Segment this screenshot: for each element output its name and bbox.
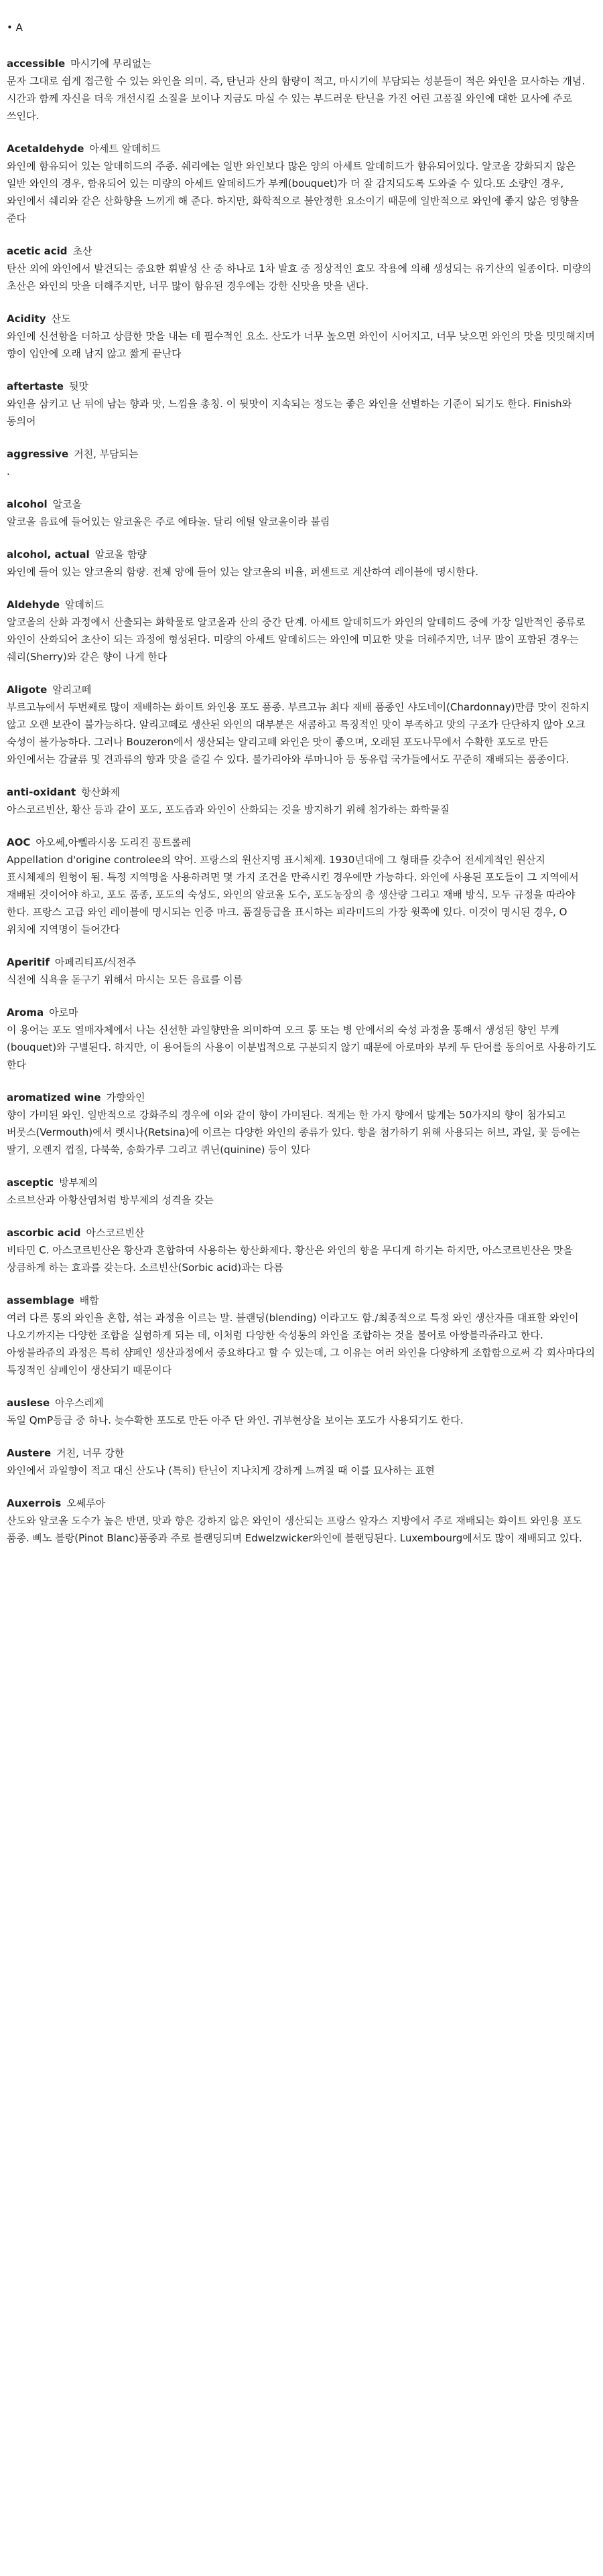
entry-heading [7, 1089, 596, 1106]
entry-term: Aperitif [7, 956, 50, 968]
entry-korean-term: 방부제의 [59, 1177, 98, 1189]
entry-description: . [7, 465, 10, 477]
section-header: • A [7, 21, 23, 33]
entry-heading [7, 242, 596, 260]
entry-description: Appellation d'origine controlee의 약어. 프랑스의 원산지명 표시체제. 1930년대에 그 형태를 갖추어 전세계적인 원산지 표시체제의 원형이 됨. 특정 지역명을 사용하려면 몇 가지 조건을 만족시킨 경우에만 가능하다. 와인에 사용된 포도들이 그 지역에서 재배된 것이어야 하고, 포도 품종, 포도의 숙성도, 와인의 알코올 도수, 포도농장의 총 생산량 그리고 재배 방식, 모두 규정을 따라야 한다. 프랑스 고급 와인 레이블에 명시되는 인증 마크. 품질등급을 표시하는 피라미드의 가장 윗쪽에 있다. 이것이 명시된 경우, O 위치에 지역명이 들어간다 [7, 854, 579, 935]
entry-korean-term: 산도 [51, 313, 71, 325]
entry-heading [7, 783, 596, 801]
entry-korean-term: 마시기에 무리없는 [70, 58, 151, 70]
entry-term: alcohol, actual [7, 548, 90, 560]
entry-term: Acetaldehyde [7, 143, 84, 155]
entry-heading [7, 546, 596, 563]
entry-heading [7, 140, 596, 157]
entry-term: aggressive [7, 448, 69, 460]
entry-term: AOC [7, 836, 31, 848]
entry-korean-term: 알코올 [52, 498, 82, 510]
entry-term: Auxerrois [7, 1497, 62, 1509]
entry-description: 독일 QmP등급 중 하나. 늦수확한 포도로 만든 아주 단 와인. 귀부현상을 보이는 포도가 사용되기도 한다. [7, 1414, 464, 1426]
entry-description: 와인에서 과일향이 적고 대신 산도나 (특히) 탄닌이 지나치게 강하게 느껴질 때 이를 묘사하는 표현 [7, 1464, 435, 1476]
entry-description: 와인에 신선함을 더하고 상큼한 맛을 내는 데 필수적인 요소. 산도가 너무 높으면 와인이 시어지고, 너무 낮으면 와인의 맛을 밋밋해지며 향이 입안에 오래 남지 않고 짧게 끝난다 [7, 330, 595, 360]
entry-heading [7, 1394, 596, 1412]
entry-korean-term: 알코올 함량 [94, 548, 147, 560]
entry-term: Austere [7, 1447, 52, 1459]
glossary-entry [7, 1224, 596, 1276]
entry-term: aftertaste [7, 380, 64, 392]
entry-term: Acidity [7, 313, 46, 325]
entry-description: 여러 다른 통의 와인을 혼합, 섞는 과정을 이르는 말. 블랜딩(blending) 이라고도 함./최종적으로 특정 와인 생산자를 대표할 와인이 나오기까지는 다양한 조합을 실험하게 되는 데, 이처럼 다양한 숙성통의 와인을 조합하는 것을 불어로 아쌍블라쥬라고 한다. 아쌍블라쥬의 과정은 특히 샴페인 생산과정에서 중요하다고 할 수 있는데, 그 이유는 여러 와인을 다양하게 조합함으로써 각 회사마다의 특징적인 샴페인이 생산되기 때문이다 [7, 1312, 596, 1376]
entry-korean-term: 알데히드 [65, 599, 104, 611]
entry-description: 부르고뉴에서 두번째로 많이 재배하는 화이트 와인용 포도 품종. 부르고뉴 최다 재배 품종인 샤도네이(Chardonnay)만큼 맛이 진하지 않고 오랜 보관이 불가능하다. 알리고떼로 생산된 와인의 대부분은 새콤하고 특징적인 맛이 부족하고 맛의 구조가 단단하지 않아 오크 숙성이 불가능하다. 그러나 Bouzeron에서 생산되는 알리고떼 와인은 맛이 좋으며, 오래된 포도나무에서 수확한 포도로 만든 와인에서는 감귤류 및 견과류의 향과 맛을 즐길 수 있다. 불가리아와 루마니아 등 동유럽 국가들에서도 꾸준히 재배되는 품종이다. [7, 701, 590, 765]
entry-korean-term: 아오쎄,아뻴라시옹 도리진 꽁트롤레 [36, 836, 192, 848]
entry-term: ascorbic acid [7, 1227, 81, 1239]
glossary-entry [7, 55, 596, 125]
glossary-entry [7, 1089, 596, 1158]
entry-description: 알코올 음료에 들어있는 알코올은 주로 에타놀. 달리 에틸 알코올이라 불림 [7, 516, 330, 528]
glossary-entry [7, 242, 596, 295]
entry-description: 와인에 들어 있는 알코올의 함량. 전체 양에 들어 있는 알코올의 비율, 퍼센트로 계산하여 레이블에 명시한다. [7, 566, 479, 578]
glossary-entry [7, 445, 596, 480]
entry-heading [7, 834, 596, 851]
glossary-entry [7, 596, 596, 666]
entry-heading [7, 378, 596, 395]
glossary-entry [7, 834, 596, 938]
entry-heading [7, 1174, 596, 1191]
entry-korean-term: 거친, 부담되는 [74, 448, 139, 460]
entry-heading [7, 55, 596, 72]
entry-description: 산도와 알코올 도수가 높은 반면, 맛과 향은 강하지 않은 와인이 생산되는 프랑스 알자스 지방에서 주로 재배되는 화이트 와인용 포도 품종. 삐노 블랑(Pinot Blanc)품종과 주로 블랜딩되며 Edwelzwicker와인에 블랜딩된다. Luxembourg에서도 많이 재배되고 있다. [7, 1515, 582, 1544]
entry-heading [7, 954, 596, 971]
entry-korean-term: 초산 [72, 245, 92, 257]
entry-korean-term: 항산화제 [81, 786, 121, 798]
glossary-entry [7, 378, 596, 430]
entry-korean-term: 아세트 알데히드 [89, 143, 161, 155]
entry-heading [7, 596, 596, 613]
glossary-entry [7, 1495, 596, 1547]
glossary-entry [7, 546, 596, 581]
entry-korean-term: 아우스레제 [55, 1397, 104, 1409]
glossary-entry [7, 681, 596, 768]
entry-description: 와인을 삼키고 난 뒤에 남는 향과 맛, 느낌을 총칭. 이 뒷맛이 지속되는 정도는 좋은 와인을 선별하는 기준이 되기도 한다. Finish와 동의어 [7, 398, 572, 427]
entry-korean-term: 오쎄루아 [66, 1497, 106, 1509]
entry-description: 비타민 C. 아스코르빈산은 황산과 혼합하여 사용하는 항산화제다. 황산은 와인의 향을 무디게 하기는 하지만, 아스코르빈산은 맛을 상큼하게 하는 효과를 갖는다. 소르빈산(Sorbic acid)과는 다름 [7, 1244, 574, 1274]
entry-term: Aldehyde [7, 599, 60, 611]
glossary-entry [7, 310, 596, 362]
entry-korean-term: 가향와인 [106, 1091, 145, 1104]
entry-description: 소르브산과 아황산염처럼 방부제의 성격을 갖는 [7, 1194, 214, 1206]
entry-korean-term: 뒷맛 [68, 380, 88, 392]
glossary-entry [7, 1394, 596, 1429]
entry-heading [7, 1444, 596, 1462]
entry-term: asceptic [7, 1177, 54, 1189]
glossary-entry [7, 496, 596, 530]
entry-term: aromatized wine [7, 1091, 101, 1104]
glossary-entry [7, 1444, 596, 1479]
entry-korean-term: 아스코르빈산 [86, 1227, 145, 1239]
entry-description: 문자 그대로 쉽게 접근할 수 있는 와인을 의미. 즉, 탄닌과 산의 함량이 적고, 마시기에 부담되는 성분들이 적은 와인을 묘사하는 개념. 시간과 함께 자신을 더욱 개선시킬 소질을 보이나 지금도 마실 수 있는 부드러운 탄닌을 가진 어린 고품질 와인에 대한 묘사에 주로 쓰인다. [7, 75, 586, 122]
entry-term: assemblage [7, 1294, 74, 1306]
entry-term: Aroma [7, 1006, 44, 1018]
entry-heading [7, 1224, 596, 1241]
glossary-entry [7, 1174, 596, 1209]
entry-heading [7, 496, 596, 513]
entry-description: 탄산 외에 와인에서 발견되는 중요한 휘발성 산 중 하나로 1차 발효 중 정상적인 효모 작용에 의해 생성되는 유기산의 일종이다. 미량의 초산은 와인의 맛을 더해주지만, 너무 많이 함유된 경우에는 강한 신맛을 맛을 낸다. [7, 262, 592, 292]
glossary-entry [7, 140, 596, 227]
entry-korean-term: 배합 [79, 1294, 99, 1306]
entry-description: 이 용어는 포도 열매자체에서 나는 신선한 과일향만을 의미하여 오크 통 또는 병 안에서의 숙성 과정을 통해서 생성된 향인 부케(bouquet)와 구별된다. 하지만, 이 용어들의 사용이 이분법적으로 구분되지 않기 때문에 아로마와 부케 두 단어를 동의어로 사용하기도 한다 [7, 1024, 596, 1071]
entry-heading [7, 1495, 596, 1512]
entry-heading [7, 445, 596, 463]
entry-heading [7, 310, 596, 327]
entry-description: 향이 가미된 와인. 일반적으로 강화주의 경우에 이와 같이 향이 가미된다. 적게는 한 가지 향에서 많게는 50가지의 향이 첨가되고 버뭇스(Vermouth)에서 렛시나(Retsina)에 이르는 다양한 와인의 종류가 있다. 향을 첨가하기 위해 사용되는 허브, 과일, 꽃 등에는 딸기, 오렌지 껍질, 다북쑥, 송화가루 그리고 퀴닌(quinine) 등이 있다 [7, 1109, 580, 1156]
entry-korean-term: 거친, 너무 강한 [56, 1447, 125, 1459]
entry-term: Aligote [7, 684, 48, 696]
glossary-entry [7, 1004, 596, 1073]
entry-korean-term: 아로마 [49, 1006, 78, 1018]
glossary-entry [7, 954, 596, 988]
entry-heading [7, 1004, 596, 1021]
entry-term: alcohol [7, 498, 48, 510]
entry-description: 식전에 식욕을 돋구기 위해서 마시는 모든 음료를 이름 [7, 974, 243, 986]
entry-korean-term: 알리고떼 [52, 684, 92, 696]
entry-term: auslese [7, 1397, 50, 1409]
entry-description: 와인에 함유되어 있는 알데히드의 주종. 쉐리에는 일반 와인보다 많은 양의 아세트 알데히드가 함유되어있다. 알코올 강화되지 않은 일반 와인의 경우, 함유되어 있는 미량의 아세트 알데히드가 부케(bouquet)가 더 잘 감지되도록 도와줄 수 있다.또 소량인 경우, 와인에서 쉐리와 같은 산화향을 느끼게 해 준다. 하지만, 화학적으로 불안정한 요소이기 때문에 일반적으로 와인에 좋지 않은 영향을 준다 [7, 160, 579, 224]
entry-term: acetic acid [7, 245, 68, 257]
entry-term: accessible [7, 58, 66, 70]
entry-description: 아스코르빈산, 황산 등과 같이 포도, 포도즙과 와인이 산화되는 것을 방지하기 위해 첨가하는 화학물질 [7, 804, 450, 816]
entry-description: 알코올의 산화 과정에서 산출되는 화학물로 알코올과 산의 중간 단계. 아세트 알데히드가 와인의 알데히드 중에 가장 일반적인 종류로 와인이 산화되어 초산이 되는 과정에 형성된다. 미량의 아세트 알데히드는 와인에 미묘한 맛을 더해주지만, 너무 많이 포함된 경우는 쉐리(Sherry)와 같은 향이 나게 한다 [7, 616, 586, 663]
entry-heading [7, 1292, 596, 1309]
entry-korean-term: 아페리티프/식전주 [54, 956, 136, 968]
entry-heading [7, 681, 596, 698]
glossary-entries [7, 55, 596, 1547]
glossary-entry [7, 783, 596, 818]
glossary-entry [7, 1292, 596, 1379]
entry-term: anti-oxidant [7, 786, 76, 798]
